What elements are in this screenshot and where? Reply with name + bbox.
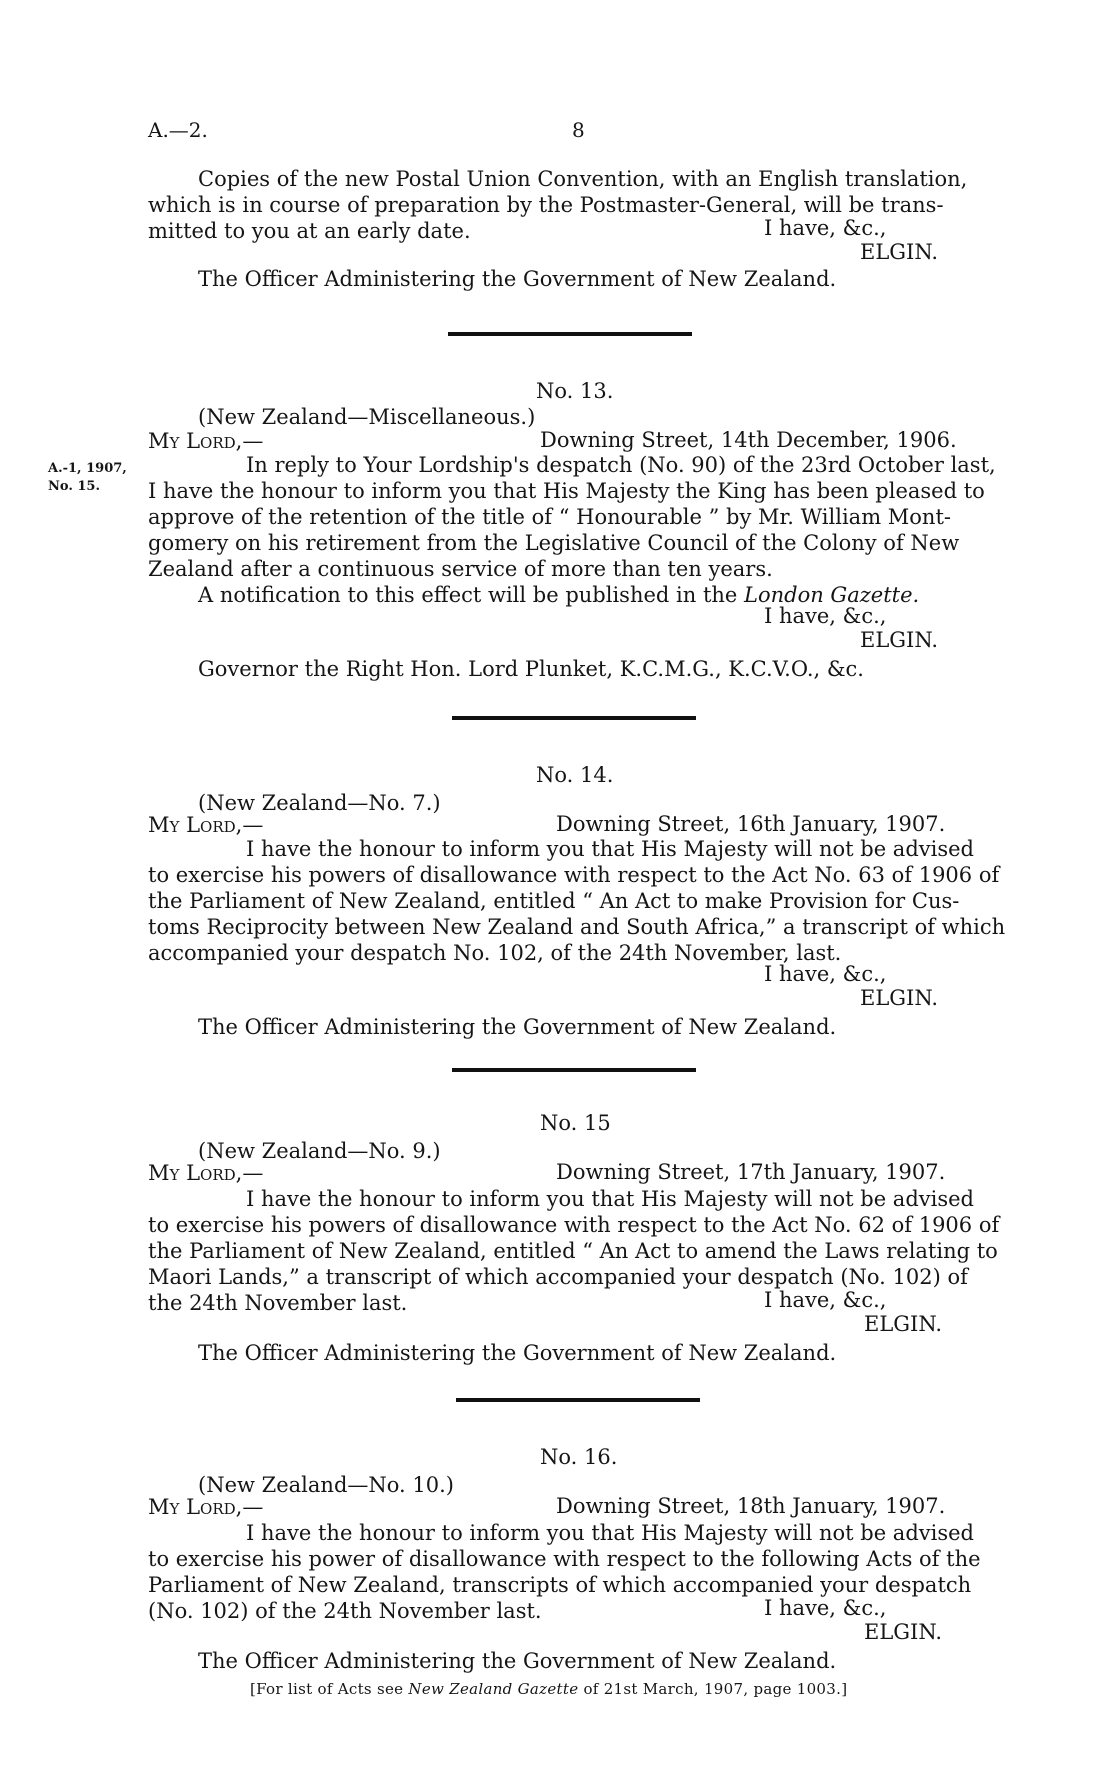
signature: ELGIN. bbox=[860, 986, 939, 1010]
footnote bbox=[250, 1680, 847, 1698]
despatch-number: No. 16. bbox=[540, 1445, 618, 1469]
body-line-1: In reply to Your Lordship's despatch (No. 90) of the 23rd October last, bbox=[246, 453, 996, 477]
body-line-4: toms Reciprocity between New Zealand and South Africa,” a transcript of which bbox=[148, 915, 1006, 939]
despatch-series: (New Zealand—No. 9.) bbox=[198, 1139, 441, 1163]
body-line-3: Parliament of New Zealand, transcripts of which accompanied your despatch bbox=[148, 1573, 972, 1597]
place-date: Downing Street, 14th December, 1906. bbox=[540, 428, 957, 452]
section-divider bbox=[452, 1068, 696, 1072]
signature: ELGIN. bbox=[860, 628, 939, 652]
signature: ELGIN. bbox=[864, 1620, 943, 1644]
body-line-3: the Parliament of New Zealand, entitled “ An Act to make Provision for Cus- bbox=[148, 889, 960, 913]
body-line-3: approve of the retention of the title of “ Honourable ” by Mr. William Mont- bbox=[148, 505, 951, 529]
addressee: The Officer Administering the Government of New Zealand. bbox=[198, 1015, 837, 1039]
notification-text: A notification to this effect will be published in the bbox=[198, 583, 745, 607]
addressee: The Officer Administering the Government of New Zealand. bbox=[198, 1649, 837, 1673]
intro-closing: I have, &c., bbox=[764, 216, 887, 240]
closing: I have, &c., bbox=[764, 962, 887, 986]
footnote-suffix: of 21st March, 1907, page 1003.] bbox=[578, 1680, 848, 1698]
section-divider bbox=[452, 716, 696, 720]
salutation: My Lord,— bbox=[148, 813, 264, 837]
page-number: 8 bbox=[572, 118, 585, 142]
salutation: My Lord,— bbox=[148, 1161, 264, 1185]
place-date: Downing Street, 16th January, 1907. bbox=[556, 812, 946, 836]
margin-note-line-2: No. 15. bbox=[48, 479, 100, 494]
body-line-1: I have the honour to inform you that His Majesty will not be advised bbox=[246, 1187, 974, 1211]
closing: I have, &c., bbox=[764, 1288, 887, 1312]
body-line-4: gomery on his retirement from the Legislative Council of the Colony of New bbox=[148, 531, 960, 555]
body-line-3: the Parliament of New Zealand, entitled “ An Act to amend the Laws relating to bbox=[148, 1239, 998, 1263]
intro-line-3: mitted to you at an early date. bbox=[148, 219, 471, 243]
salutation: My Lord,— bbox=[148, 1495, 264, 1519]
place-date: Downing Street, 17th January, 1907. bbox=[556, 1160, 946, 1184]
section-divider bbox=[448, 332, 692, 336]
salutation: My Lord,— bbox=[148, 429, 264, 453]
despatch-number: No. 14. bbox=[536, 763, 614, 787]
body-line-4: Maori Lands,” a transcript of which accompanied your despatch (No. 102) of bbox=[148, 1265, 968, 1289]
gazette-title: London Gazette. bbox=[744, 583, 920, 607]
body-line-5: accompanied your despatch No. 102, of the 24th November, last. bbox=[148, 941, 842, 965]
despatch-series: (New Zealand—No. 7.) bbox=[198, 791, 441, 815]
footnote-prefix: [For list of Acts see bbox=[250, 1680, 409, 1698]
body-line-2: to exercise his power of disallowance with respect to the following Acts of the bbox=[148, 1547, 981, 1571]
signature: ELGIN. bbox=[864, 1312, 943, 1336]
intro-line-2: which is in course of preparation by the Postmaster-General, will be trans- bbox=[148, 193, 944, 217]
intro-signature: ELGIN. bbox=[860, 240, 939, 264]
body-line-2: I have the honour to inform you that His Majesty the King has been pleased to bbox=[148, 479, 985, 503]
body-line-4: (No. 102) of the 24th November last. bbox=[148, 1599, 542, 1623]
body-line-5: the 24th November last. bbox=[148, 1291, 408, 1315]
despatch-number: No. 15 bbox=[540, 1111, 611, 1135]
closing: I have, &c., bbox=[764, 604, 887, 628]
body-line-2: to exercise his powers of disallowance with respect to the Act No. 62 of 1906 of bbox=[148, 1213, 1000, 1237]
body-line-1: I have the honour to inform you that His Majesty will not be advised bbox=[246, 1521, 974, 1545]
despatch-series: (New Zealand—Miscellaneous.) bbox=[198, 405, 536, 429]
margin-note-line-1: A.-1, 1907, bbox=[48, 461, 127, 476]
page-reference: A.—2. bbox=[148, 118, 208, 142]
place-date: Downing Street, 18th January, 1907. bbox=[556, 1494, 946, 1518]
section-divider bbox=[456, 1398, 700, 1402]
intro-addressee: The Officer Administering the Government of New Zealand. bbox=[198, 267, 837, 291]
despatch-number: No. 13. bbox=[536, 379, 614, 403]
closing: I have, &c., bbox=[764, 1596, 887, 1620]
body-line-5: Zealand after a continuous service of more than ten years. bbox=[148, 557, 773, 581]
footnote-gazette-title: New Zealand Gazette bbox=[408, 1680, 579, 1698]
addressee: Governor the Right Hon. Lord Plunket, K.C.M.G., K.C.V.O., &c. bbox=[198, 657, 864, 681]
despatch-series: (New Zealand—No. 10.) bbox=[198, 1473, 454, 1497]
body-line-2: to exercise his powers of disallowance with respect to the Act No. 63 of 1906 of bbox=[148, 863, 1000, 887]
addressee: The Officer Administering the Government of New Zealand. bbox=[198, 1341, 837, 1365]
intro-line-1: Copies of the new Postal Union Convention, with an English translation, bbox=[198, 167, 968, 191]
body-line-1: I have the honour to inform you that His Majesty will not be advised bbox=[246, 837, 974, 861]
